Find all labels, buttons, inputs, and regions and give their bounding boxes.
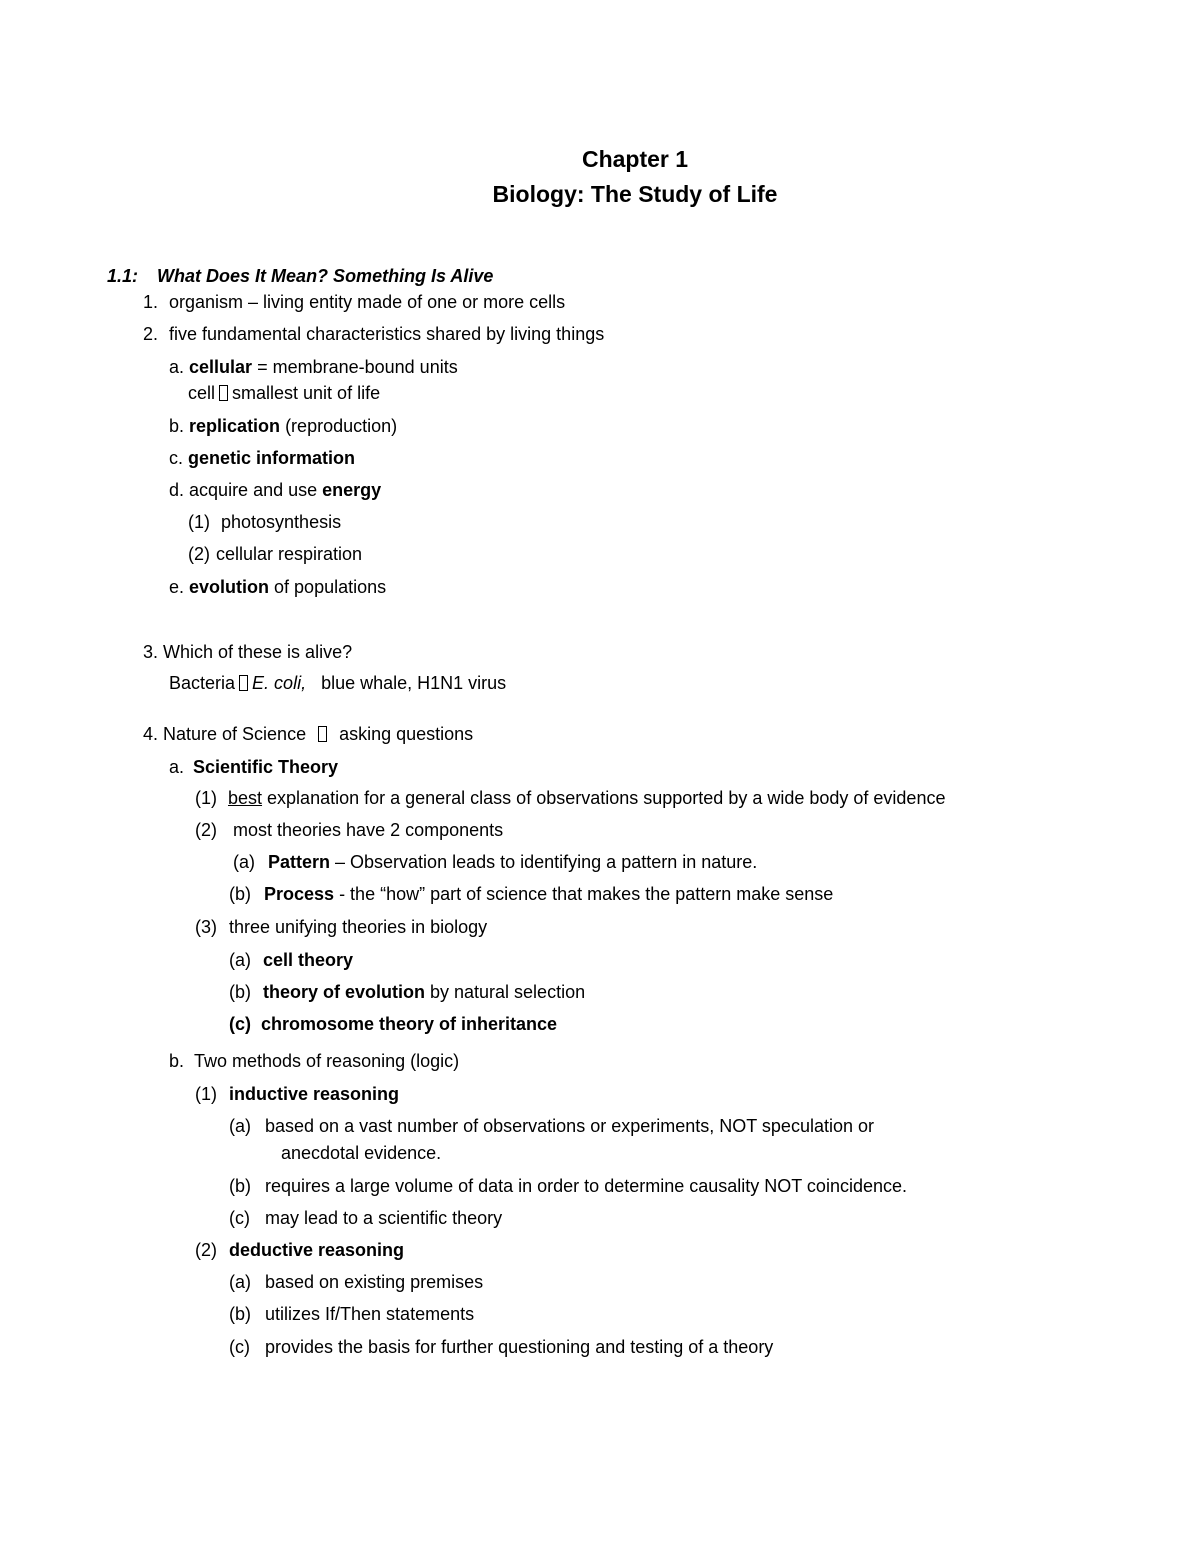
list-item: 1. organism – living entity made of one or more cells: [143, 292, 566, 312]
list-item: (a) based on a vast number of observations or experiments, NOT speculation or: [229, 1116, 874, 1136]
list-item-answer: Bacteria E. coli, blue whale, H1N1 virus: [169, 673, 507, 693]
list-item: b. replication (reproduction): [169, 416, 398, 436]
list-item: c. genetic information: [169, 448, 356, 468]
chapter-heading: Chapter 1: [581, 146, 689, 172]
list-item: 2. five fundamental characteristics shared by living things: [143, 324, 605, 344]
arrow-glyph-icon: [318, 726, 327, 742]
list-item: (b) Process - the “how” part of science that makes the pattern make sense: [229, 884, 834, 904]
list-item: (1) photosynthesis: [188, 512, 342, 532]
list-item: b. Two methods of reasoning (logic): [169, 1051, 460, 1071]
list-item: (c) chromosome theory of inheritance: [229, 1014, 558, 1034]
chapter-title: Biology: The Study of Life: [492, 181, 778, 207]
list-item: e. evolution of populations: [169, 577, 387, 597]
list-item: (b) utilizes If/Then statements: [229, 1304, 475, 1324]
list-item: (a) based on existing premises: [229, 1272, 484, 1292]
list-item: a. Scientific Theory: [169, 757, 339, 777]
section-number: 1.1:: [107, 266, 139, 286]
arrow-glyph-icon: [239, 675, 248, 691]
list-item: (2) most theories have 2 components: [195, 820, 504, 840]
list-item: 4. Nature of Science asking questions: [143, 724, 474, 744]
list-item: (1) inductive reasoning: [195, 1084, 400, 1104]
list-item: (c) may lead to a scientific theory: [229, 1208, 503, 1228]
list-item: (c) provides the basis for further questioning and testing of a theory: [229, 1337, 774, 1357]
list-item: d. acquire and use energy: [169, 480, 382, 500]
list-item: (1) best explanation for a general class of observations supported by a wide body of evidence: [195, 788, 946, 808]
list-item: (2) deductive reasoning: [195, 1240, 405, 1260]
list-item: (a) Pattern – Observation leads to identifying a pattern in nature.: [233, 852, 758, 872]
list-item: (a) cell theory: [229, 950, 354, 970]
arrow-glyph-icon: [219, 385, 228, 401]
list-item: (3) three unifying theories in biology: [195, 917, 488, 937]
list-item-continuation: cell smallest unit of life: [188, 383, 381, 403]
list-item: 3. Which of these is alive?: [143, 642, 353, 662]
list-item-continuation: anecdotal evidence.: [281, 1143, 442, 1163]
section-title: What Does It Mean? Something Is Alive: [157, 266, 494, 286]
section-heading: [107, 264, 493, 288]
list-item: (b) theory of evolution by natural selection: [229, 982, 586, 1002]
list-item: (b) requires a large volume of data in order to determine causality NOT coincidence.: [229, 1176, 907, 1196]
list-item: (2) cellular respiration: [188, 544, 363, 564]
list-item: a. cellular = membrane-bound units: [169, 357, 458, 377]
